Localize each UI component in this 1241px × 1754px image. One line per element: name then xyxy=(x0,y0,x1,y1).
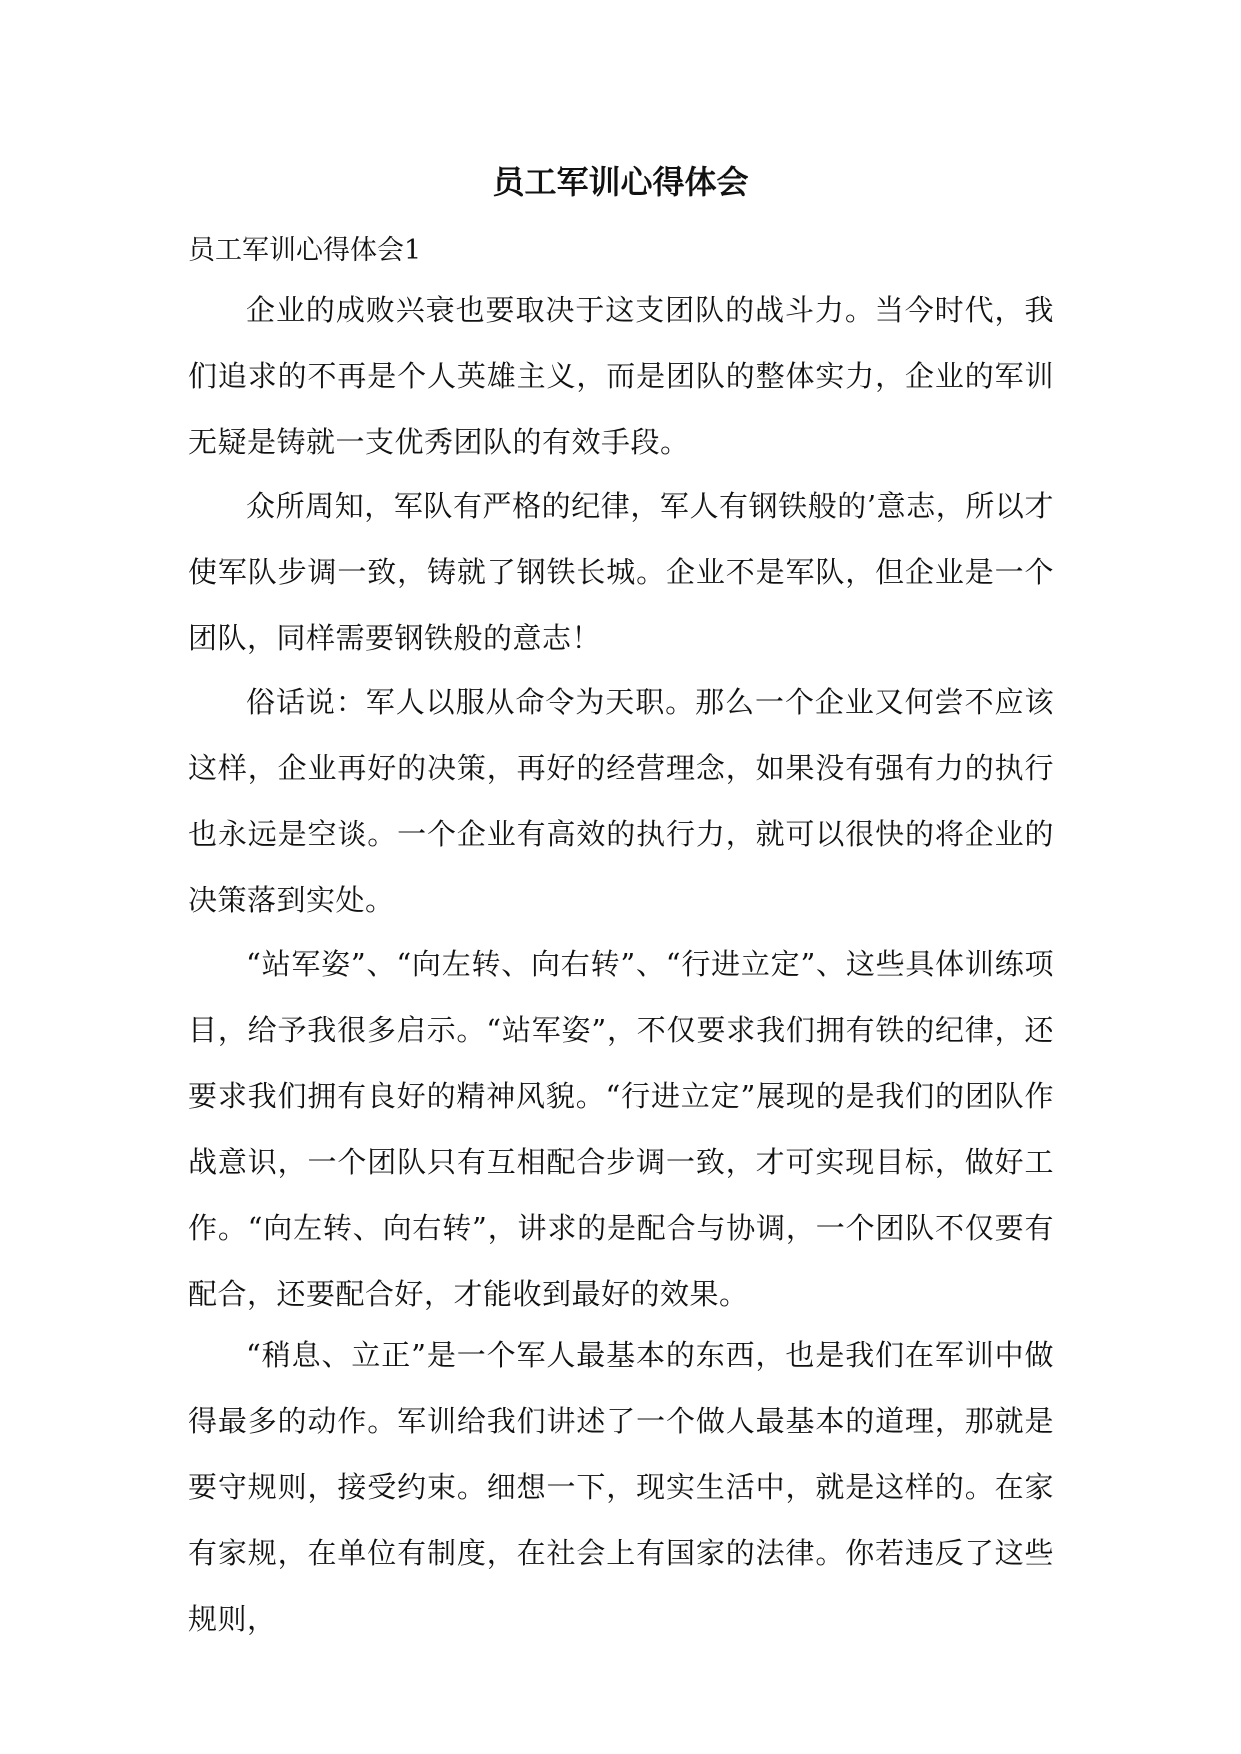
paragraph-3: 俗话说：军人以服从命令为天职。那么一个企业又何尝不应该这样，企业再好的决策，再好的经营理念，如果没有强有力的执行也永远是空谈。一个企业有高效的执行力，就可以很快的将企业的决策落到实处。 xyxy=(188,685,1054,917)
paragraph-4: “站军姿”、“向左转、向右转”、“行进立定”、这些具体训练项目，给予我很多启示。“站军姿”，不仅要求我们拥有铁的纪律，还要求我们拥有良好的精神风貌。“行进立定”展现的是我们的团队作战意识，一个团队只有互相配合步调一致，才可实现目标，做好工作。“向左转、向右转”，讲求的是配合与协调，一个团队不仅要有配合，还要配合好，才能收到最好的效果。 xyxy=(188,947,1054,1311)
paragraph-2: 众所周知，军队有严格的纪律，军人有钢铁般的’意志，所以才使军队步调一致，铸就了钢铁长城。企业不是军队，但企业是一个团队，同样需要钢铁般的意志！ xyxy=(188,489,1054,655)
paragraph-5: “稍息、立正”是一个军人最基本的东西，也是我们在军训中做得最多的动作。军训给我们讲述了一个做人最基本的道理，那就是要守规则，接受约束。细想一下，现实生活中，就是这样的。在家有家规，在单位有制度，在社会上有国家的法律。你若违反了这些规则， xyxy=(188,1338,1054,1636)
document-title: 员工军训心得体会 xyxy=(492,163,749,201)
section-heading: 员工军训心得体会1 xyxy=(188,235,422,266)
paragraph-1: 企业的成败兴衰也要取决于这支团队的战斗力。当今时代，我们追求的不再是个人英雄主义，而是团队的整体实力，企业的军训无疑是铸就一支优秀团队的有效手段。 xyxy=(188,293,1054,459)
